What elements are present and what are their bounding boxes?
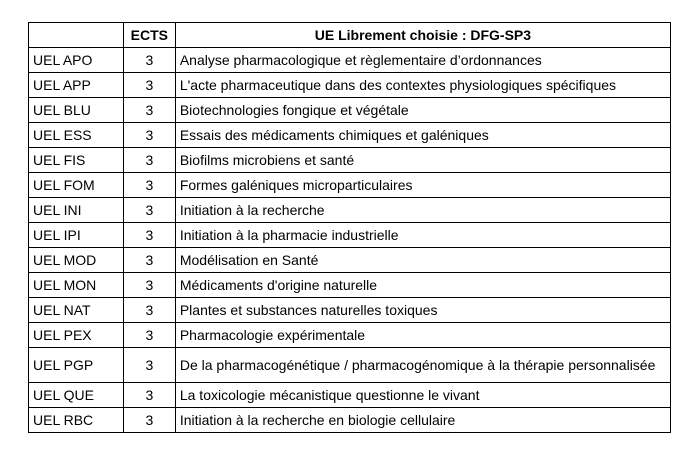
row-code: UEL MON [29,273,124,298]
row-ects: 3 [123,198,175,223]
table-row [29,383,671,408]
row-code: UEL APP [29,73,124,98]
row-ects: 3 [123,273,175,298]
row-code: UEL PEX [29,323,124,348]
row-code: UEL BLU [29,98,124,123]
row-code: UEL FIS [29,148,124,173]
table-row [29,48,671,73]
row-title: Plantes et substances naturelles toxiques [175,298,670,323]
row-code: UEL QUE [29,383,124,408]
table-row [29,148,671,173]
row-code: UEL PGP [29,348,124,383]
row-title: La toxicologie mécanistique questionne le vivant [175,383,670,408]
row-title: L'acte pharmaceutique dans des contextes physiologiques spécifiques [175,73,670,98]
row-title: Médicaments d'origine naturelle [175,273,670,298]
row-ects: 3 [123,383,175,408]
row-code: UEL APO [29,48,124,73]
table-row [29,123,671,148]
header-ects: ECTS [123,23,175,48]
row-title: Essais des médicaments chimiques et galéniques [175,123,670,148]
row-ects: 3 [123,408,175,433]
table-header [29,23,671,48]
row-title: Biotechnologies fongique et végétale [175,98,670,123]
header-title: UE Librement choisie : DFG-SP3 [175,23,670,48]
row-code: UEL RBC [29,408,124,433]
row-code: UEL ESS [29,123,124,148]
row-ects: 3 [123,98,175,123]
row-ects: 3 [123,48,175,73]
row-title: Initiation à la pharmacie industrielle [175,223,670,248]
table-row [29,273,671,298]
row-ects: 3 [123,148,175,173]
row-ects: 3 [123,73,175,98]
table-row [29,323,671,348]
row-ects: 3 [123,223,175,248]
header-code [29,23,124,48]
row-code: UEL IPI [29,223,124,248]
row-title: Modélisation en Santé [175,248,670,273]
row-ects: 3 [123,348,175,383]
table-row [29,298,671,323]
row-title: Initiation à la recherche [175,198,670,223]
table-row [29,98,671,123]
table-row [29,198,671,223]
table-row [29,223,671,248]
row-code: UEL FOM [29,173,124,198]
table-row [29,73,671,98]
table-body [29,48,671,433]
row-code: UEL MOD [29,248,124,273]
header-row [29,23,671,48]
row-code: UEL NAT [29,298,124,323]
row-title: Analyse pharmacologique et règlementaire d’ordonnances [175,48,670,73]
table-row [29,173,671,198]
row-code: UEL INI [29,198,124,223]
row-ects: 3 [123,173,175,198]
row-ects: 3 [123,123,175,148]
table-row [29,348,671,383]
row-title: Formes galéniques microparticulaires [175,173,670,198]
row-ects: 3 [123,323,175,348]
ue-table [28,22,671,433]
row-title: Biofilms microbiens et santé [175,148,670,173]
row-ects: 3 [123,248,175,273]
row-title: Initiation à la recherche en biologie cellulaire [175,408,670,433]
row-ects: 3 [123,298,175,323]
row-title: De la pharmacogénétique / pharmacogénomique à la thérapie personnalisée [175,348,670,383]
row-title: Pharmacologie expérimentale [175,323,670,348]
table-row [29,248,671,273]
table-row [29,408,671,433]
